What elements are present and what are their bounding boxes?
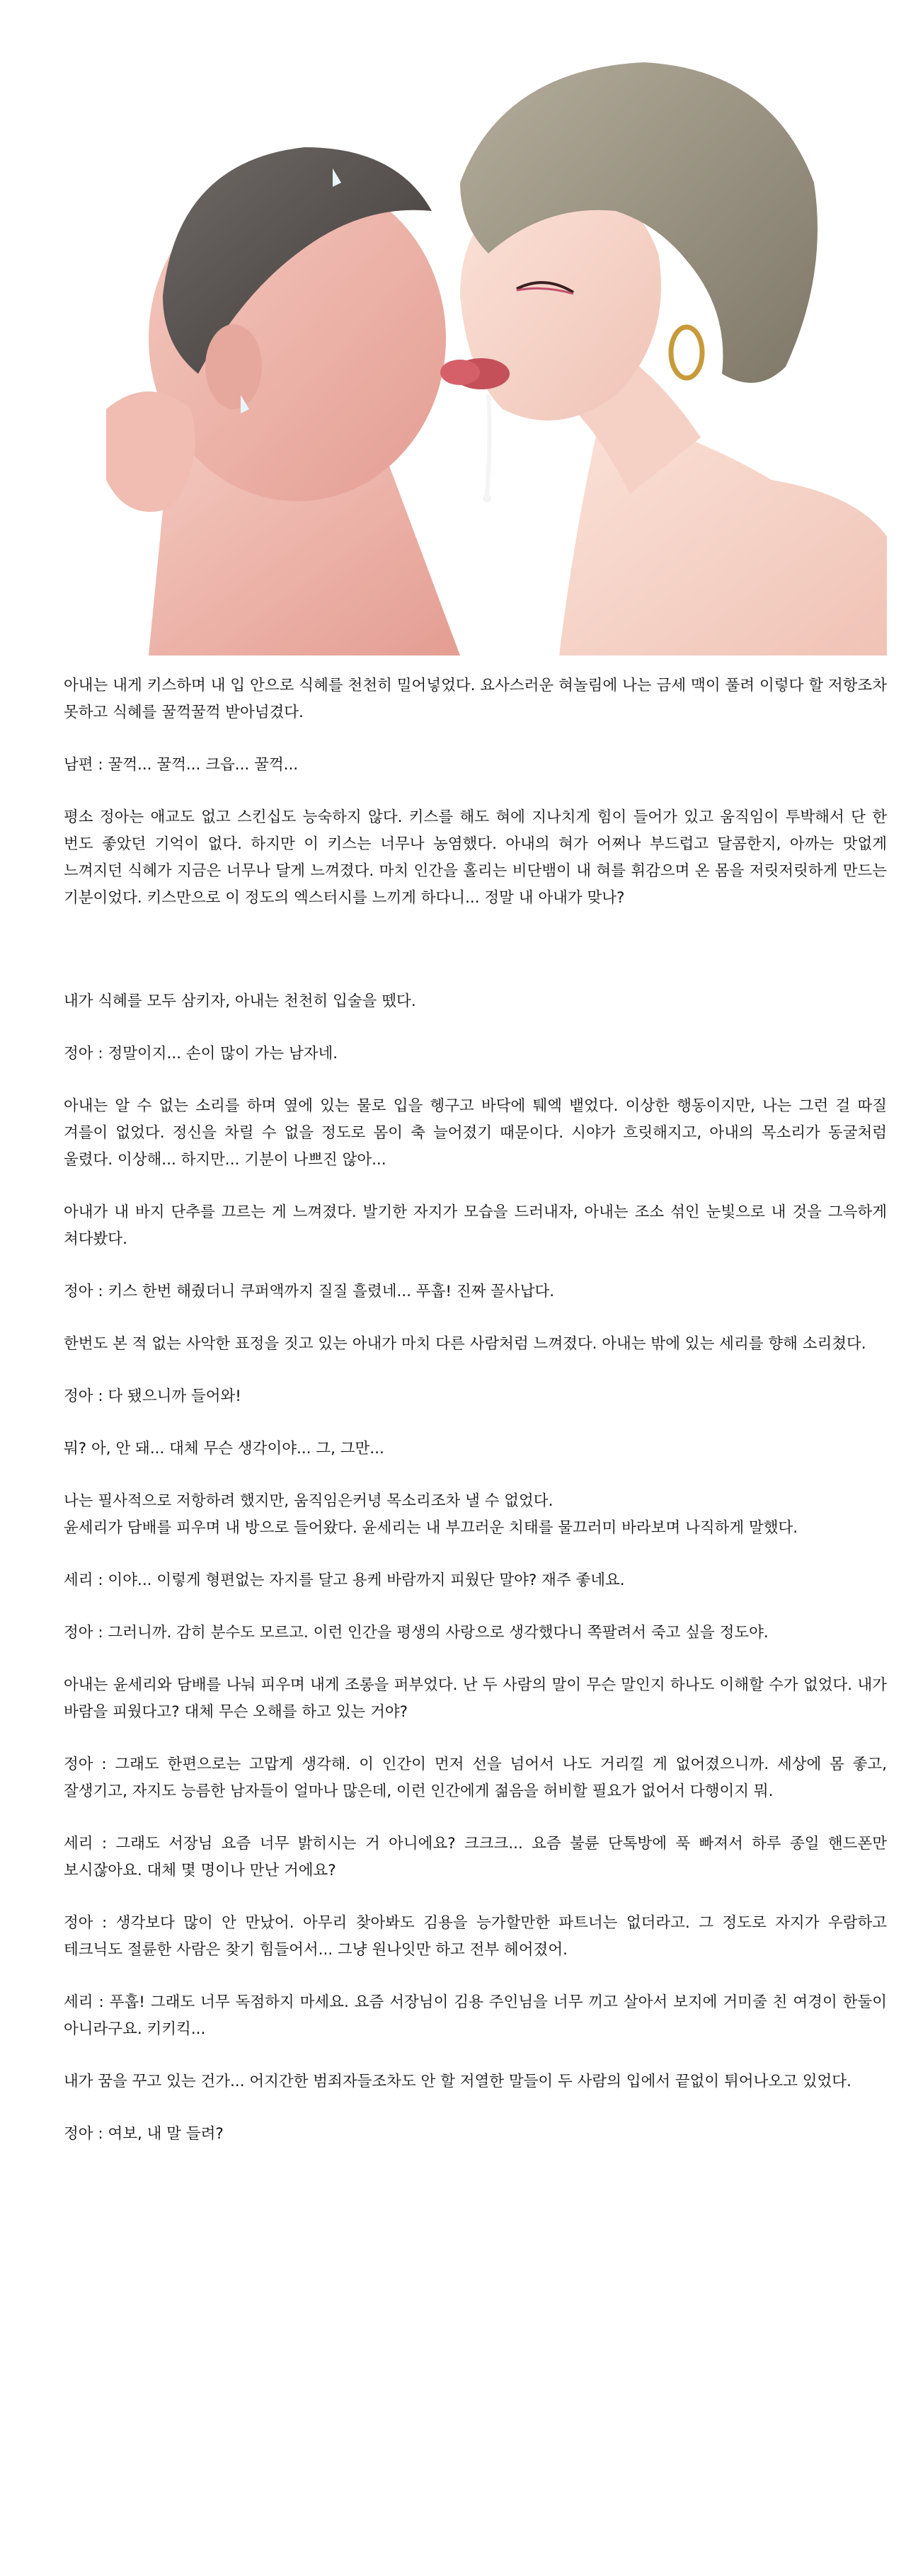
paragraph: 내가 식혜를 모두 삼키자, 아내는 천천히 입술을 뗐다. bbox=[64, 992, 416, 1010]
dialogue-line: 정아 : 여보, 내 말 들려? bbox=[64, 2125, 224, 2143]
paragraph: 나는 필사적으로 저항하려 했지만, 움직임은커녕 목소리조차 낼 수 없었다. 윤세리가 담배를 피우며 내 방으로 들어왔다. 윤세리는 내 부끄러운 치태를 물끄러미 바라보며 나직하게 말했다. bbox=[64, 1492, 798, 1537]
paragraph: 내가 꿈을 꾸고 있는 건가... 어지간한 범죄자들조차도 안 할 저열한 말들이 두 사람의 입에서 끝없이 튀어나오고 있었다. bbox=[64, 2073, 851, 2090]
dialogue-line: 세리 : 푸훕! 그래도 너무 독점하지 마세요. 요즘 서장님이 김용 주인님을 너무 끼고 살아서 보지에 거미줄 친 여경이 한둘이 아니라구요. 키키킥... bbox=[64, 1993, 892, 2038]
paragraph: 아내는 알 수 없는 소리를 하며 옆에 있는 물로 입을 헹구고 바닥에 퉤엑 뱉었다. 이상한 행동이지만, 나는 그런 걸 따질 겨를이 없었다. 정신을 차릴 수 없을 정도로 몸이 축 늘어졌기 때문이다. 시야가 흐릿해지고, 아내의 목소리가 동굴처럼 울렸다. 이상해... 하지만... 기분이 나쁘진 않아... bbox=[64, 1097, 892, 1169]
dialogue-line: 정아 : 생각보다 많이 안 만났어. 아무리 찾아봐도 김용을 능가할만한 파트너는 없더라고. 그 정도로 자지가 우람하고 테크닉도 절륜한 사람은 찾기 힘들어서... 그냥 원나잇만 하고 전부 헤어졌어. bbox=[64, 1914, 892, 1959]
dialogue-line: 세리 : 이야... 이렇게 형편없는 자지를 달고 용케 바람까지 피웠단 말야? 재주 좋네요. bbox=[64, 1572, 625, 1589]
dialogue-line: 세리 : 그래도 서장님 요즘 너무 밝히시는 거 아니에요? 크크크... 요즘 불륜 단톡방에 푹 빠져서 하루 종일 핸드폰만 보시잖아요. 대체 몇 명이나 만난 거에요? bbox=[64, 1835, 892, 1879]
dialogue-line: 정아 : 그래도 한편으로는 고맙게 생각해. 이 인간이 먼저 선을 넘어서 나도 거리낄 게 없어졌으니까. 세상에 몸 좋고, 잘생기고, 자지도 능름한 남자들이 얼마나 많은데, 이런 인간에게 젊음을 허비할 필요가 없어서 다행이지 뭐. bbox=[64, 1756, 892, 1800]
dialogue-line: 남편 : 꿀꺽... 꿀꺽... 크읍... 꿀꺽... bbox=[64, 756, 299, 774]
story-text bbox=[64, 672, 892, 2173]
paragraph: 뭐? 아, 안 돼... 대체 무슨 생각이야... 그, 그만... bbox=[64, 1440, 384, 1458]
kiss-illustration-icon bbox=[64, 41, 887, 656]
paragraph: 아내는 윤세리와 담배를 나눠 피우며 내게 조롱을 퍼부었다. 난 두 사람의 말이 무슨 말인지 하나도 이해할 수가 없었다. 내가 바람을 피웠다고? 대체 무슨 오해를 하고 있는 거야? bbox=[64, 1676, 892, 1721]
paragraph: 아내는 내게 키스하며 내 입 안으로 식혜를 천천히 밀어넣었다. 요사스러운 혀놀림에 나는 금세 맥이 풀려 이렇다 할 저항조차 못하고 식혜를 꿀꺽꿀꺽 받아넘겼다. bbox=[64, 677, 892, 721]
dialogue-line: 정아 : 정말이지... 손이 많이 가는 남자네. bbox=[64, 1045, 338, 1063]
paragraph: 평소 정아는 애교도 없고 스킨십도 능숙하지 않다. 키스를 해도 혀에 지나치게 힘이 들어가 있고 움직임이 투박해서 단 한 번도 좋았던 기억이 없다. 하지만 이 키스는 너무나 농염했다. 아내의 혀가 어쩌나 부드럽고 달콤한지, 아까는 맛없게 느껴지던 식혜가 지금은 너무나 달게 느껴졌다. 마치 인간을 홀리는 비단뱀이 내 혀를 휘감으며 온 몸을 저릿저릿하게 만드는 기분이었다. 키스만으로 이 정도의 엑스터시를 느끼게 하다니... 정말 내 아내가 맞나? bbox=[64, 808, 892, 907]
story-illustration bbox=[64, 41, 887, 656]
dialogue-line: 정아 : 키스 한번 해줬더니 쿠퍼액까지 질질 흘렸네... 푸훕! 진짜 꼴사납다. bbox=[64, 1283, 555, 1300]
dialogue-line: 정아 : 다 됐으니까 들어와! bbox=[64, 1387, 241, 1405]
paragraph: 한번도 본 적 없는 사악한 표정을 짓고 있는 아내가 마치 다른 사람처럼 느껴졌다. 아내는 밖에 있는 세리를 향해 소리쳤다. bbox=[64, 1335, 866, 1353]
dialogue-line: 정아 : 그러니까. 감히 분수도 모르고. 이런 인간을 평생의 사랑으로 생각했다니 쪽팔려서 죽고 싶을 정도야. bbox=[64, 1624, 769, 1642]
paragraph: 아내가 내 바지 단추를 끄르는 게 느껴졌다. 발기한 자지가 모습을 드러내자, 아내는 조소 섞인 눈빛으로 내 것을 그윽하게 쳐다봤다. bbox=[64, 1203, 892, 1248]
